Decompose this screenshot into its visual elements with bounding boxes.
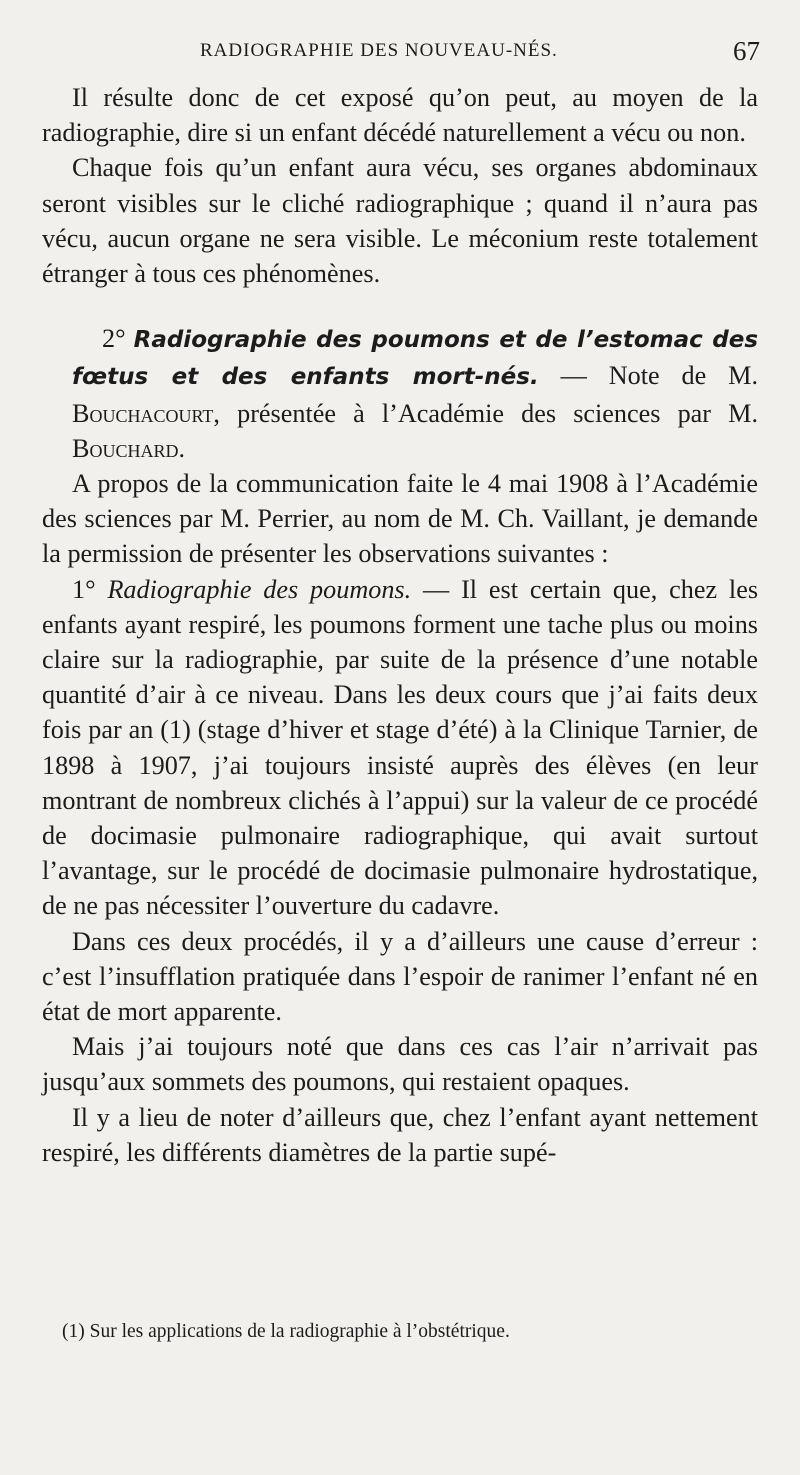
page-body — [42, 80, 758, 1170]
page-header — [0, 36, 800, 70]
footnote: (1) Sur les applications de la radiographie à l’obstétrique. — [62, 1321, 510, 1342]
section-note-prefix: — Note de M. — [538, 361, 758, 391]
paragraph-diameters: Il y a lieu de noter d’ailleurs que, chez l’enfant ayant nettement respiré, les différents diamètres de la partie supé- — [42, 1102, 758, 1167]
paragraph-air-apex: Mais j’ai toujours noté que dans ces cas l’air n’arrivait pas jusqu’aux sommets des poumons, qui restaient opaques. — [42, 1032, 758, 1097]
section-presenter: Bouchard — [72, 433, 179, 463]
section-note-end: . — [178, 433, 186, 463]
paragraph-error-cause: Dans ces deux procédés, il y a d’ailleurs une cause d’erreur : c’est l’insufflation pratiquée dans l’espoir de ranimer l’enfant né en état de mort apparente. — [42, 926, 758, 1027]
subsection-number: 1° — [72, 574, 96, 604]
page-number: 67 — [733, 36, 760, 66]
paragraph-communication: A propos de la communication faite le 4 mai 1908 à l’Académie des sciences par M. Perrier, au nom de M. Ch. Vaillant, je demande la permission de présenter les observations suivantes : — [42, 469, 758, 569]
paragraph-lungs — [42, 572, 758, 924]
section-author: Bouchacourt — [72, 398, 214, 428]
paragraph-abdominal-organs: Chaque fois qu’un enfant aura vécu, ses organes abdominaux seront visibles sur le cliché radiographique ; quand il n’aura pas vécu, aucun organe ne sera visible. Le méconium reste totalement étranger à tous ces phénomènes. — [42, 153, 758, 289]
paragraph-conclusion: Il résulte donc de cet exposé qu’on peut, au moyen de la radiographie, dire si un enfant décédé naturellement a vécu ou non. — [42, 83, 758, 148]
subsection-title: Radiographie des poumons. — [107, 574, 412, 604]
section-title: Radiographie des poumons et de l’estomac des fœtus et des enfants mort-nés. — [72, 327, 759, 391]
running-title: RADIOGRAPHIE DES NOUVEAU-NÉS. — [200, 40, 558, 61]
subsection-text: — Il est certain que, chez les enfants ayant respiré, les poumons forment une tache plus ou moins claire sur la radiographie, par suite de la présence d’une notable quantité d’air à ce niveau. Dans les deux cours que j’ai faits deux fois par an (1) (stage d’hiver et stage d’été) à la Clinique Tarnier, de 1898 à 1907, j’ai toujours insisté auprès des élèves (en leur montrant de nombreux clichés à l’appui) sur la valeur de ce procédé de docimasie pulmonaire radiographique, qui avait surtout l’avantage, sur le procédé de docimasie pulmonaire hydrostatique, de ne pas nécessiter l’ouverture du cadavre. — [42, 574, 759, 921]
section-number: 2° — [102, 324, 126, 354]
section-heading — [42, 321, 758, 466]
section-note-middle: , présentée à l’Académie des sciences par M. — [213, 398, 758, 428]
